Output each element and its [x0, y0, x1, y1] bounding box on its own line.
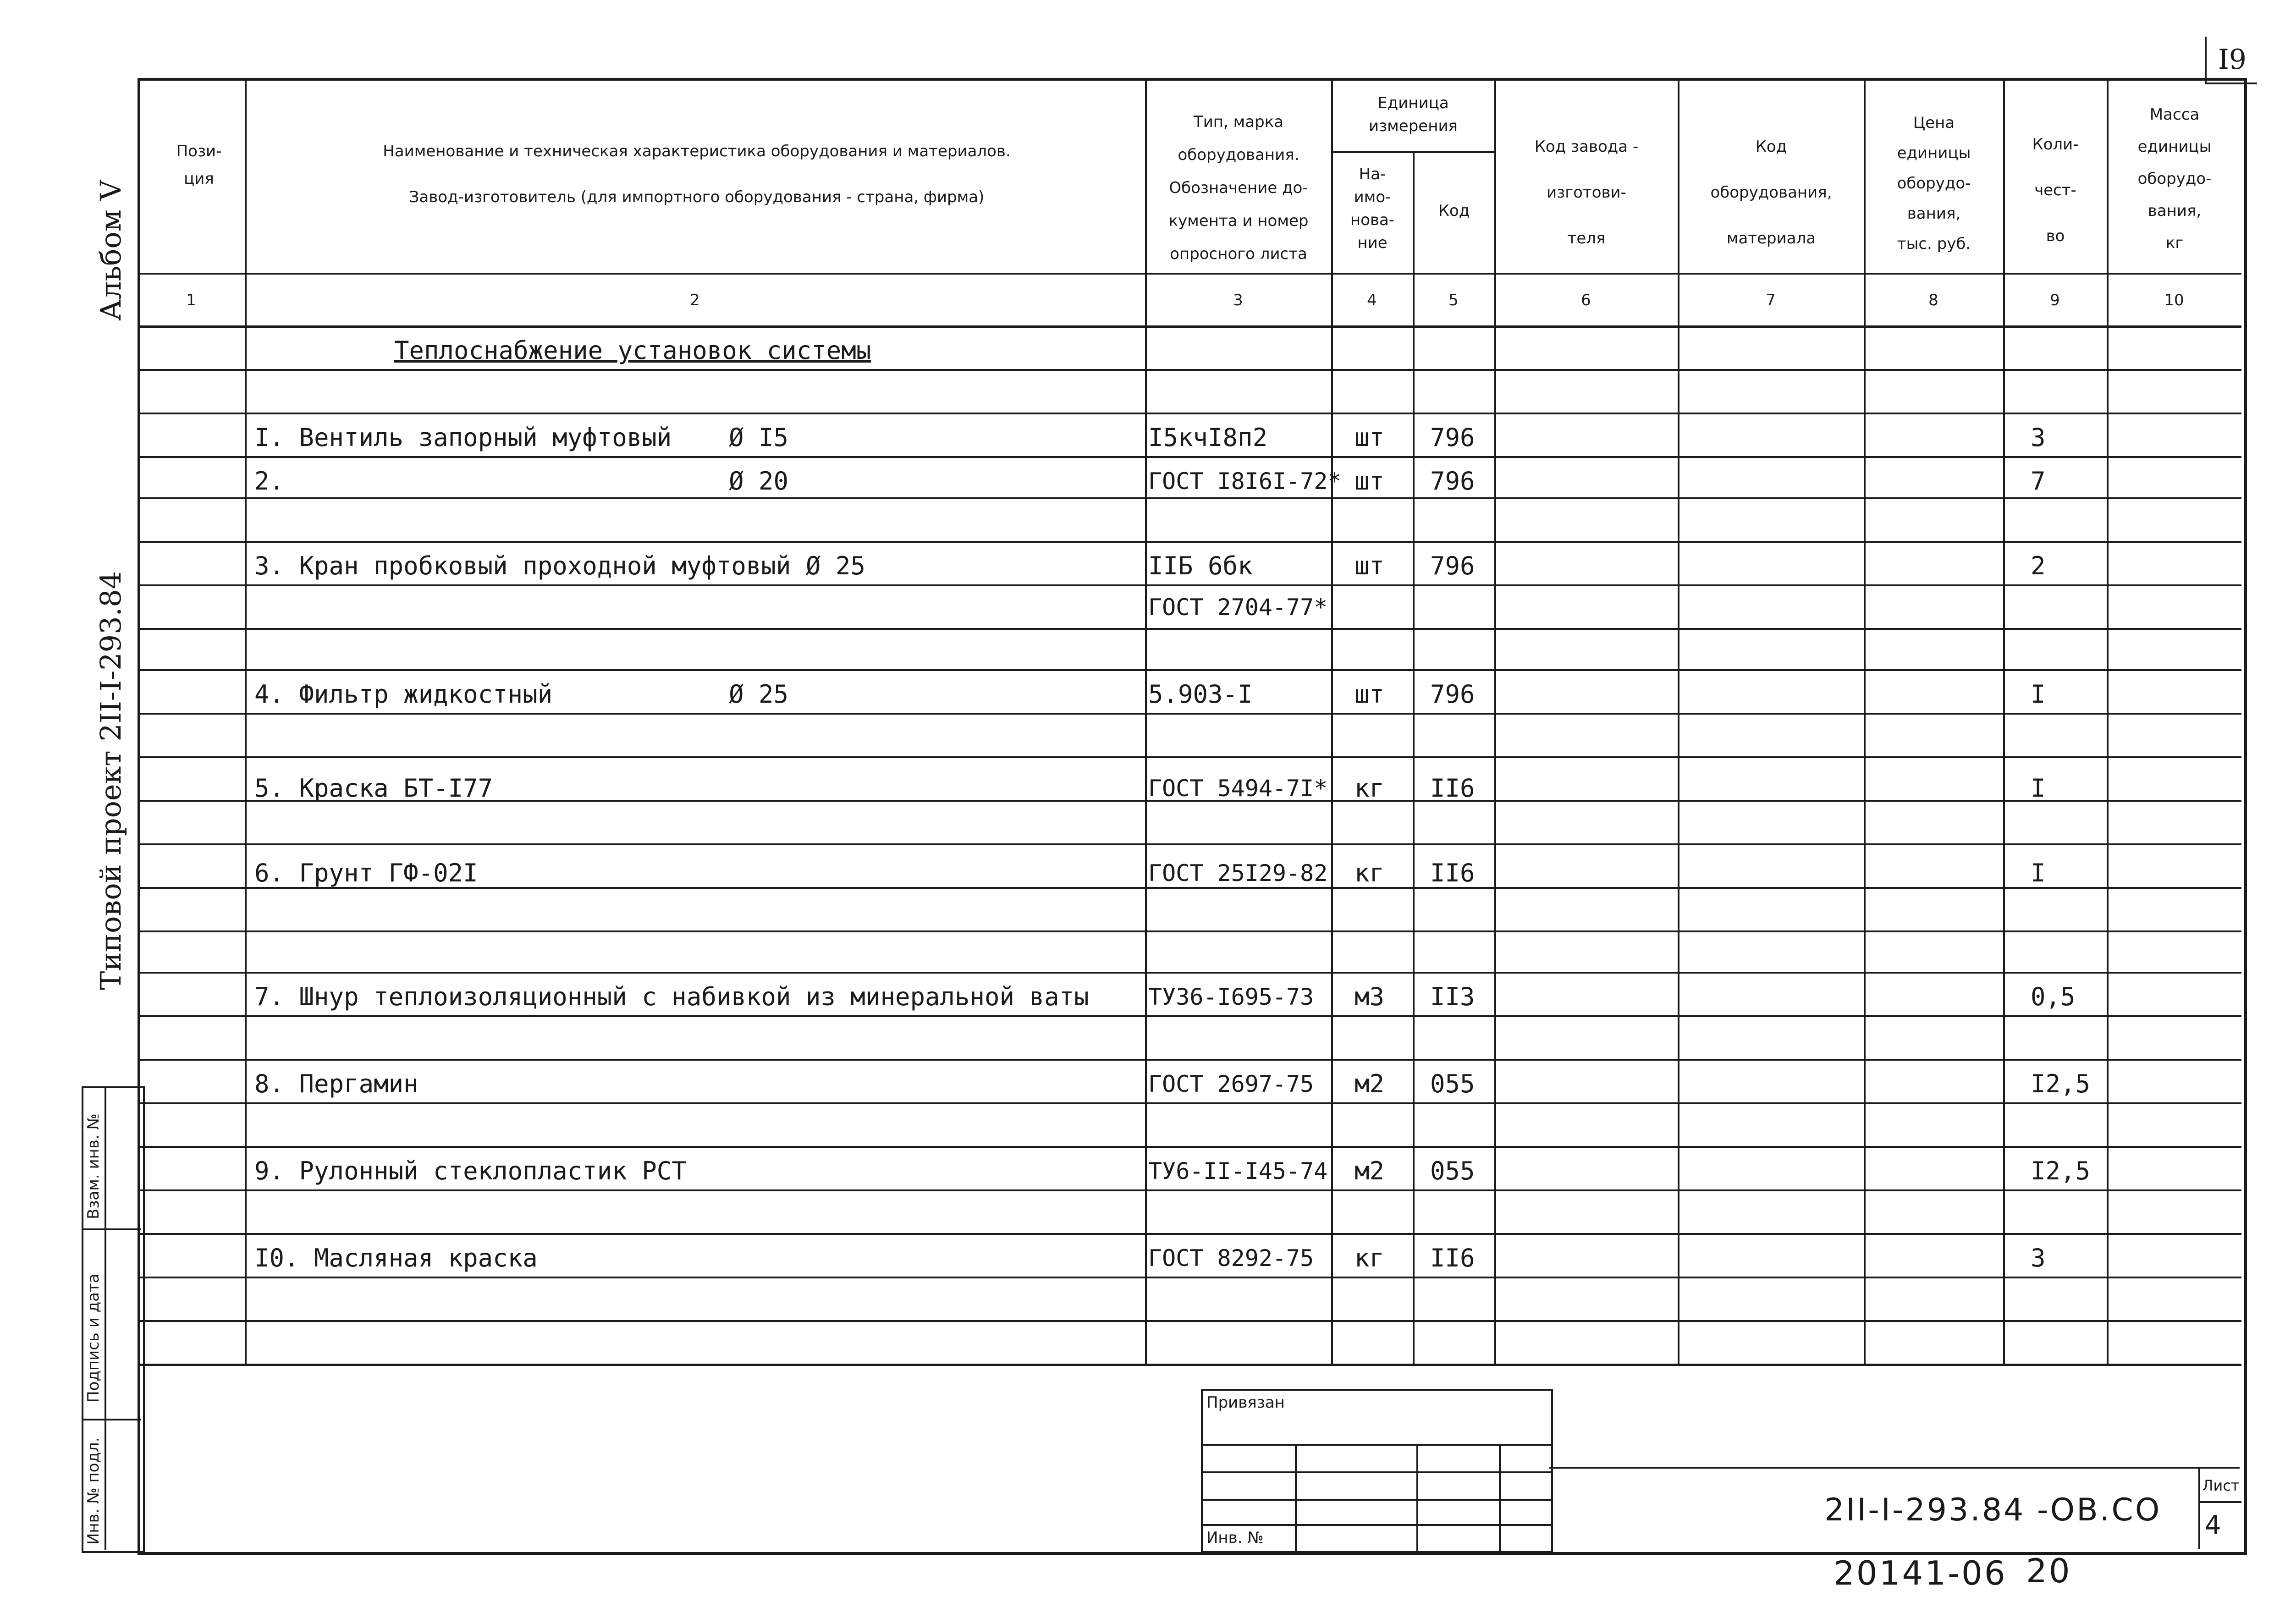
row-name: 8. Пергамин: [254, 1069, 418, 1098]
row-name: 3. Кран пробковый проходной муфтовый Ø 25: [254, 551, 865, 580]
row-line: [138, 1102, 2241, 1104]
row-code: 796: [1430, 680, 1475, 709]
row-quantity: I: [2031, 859, 2046, 887]
side-stamp-divider: [105, 1086, 106, 1550]
attachment-stamp-divider: [1295, 1444, 1297, 1551]
footer-archive-number: 20141-06: [1834, 1554, 2007, 1592]
row-quantity: I: [2031, 774, 2046, 803]
row-quantity: 3: [2031, 423, 2046, 452]
row-line: [138, 456, 2241, 458]
row-quantity: I: [2031, 680, 2046, 709]
title-block-line: [1549, 1467, 2240, 1469]
col-line-5: [1494, 78, 1496, 1366]
col-line-1: [245, 78, 247, 1366]
colnum-bottom-line: [138, 325, 2241, 328]
row-line: [138, 497, 2241, 499]
row-unit: шт: [1354, 680, 1385, 709]
sheet-box-line: [2198, 1501, 2241, 1503]
row-name: 4. Фильтр жидкостный: [254, 680, 553, 709]
row-code: II3: [1430, 982, 1475, 1011]
side-stamp-line-2: [82, 1419, 141, 1420]
header-bottom-line: [138, 273, 2241, 275]
column-number: 8: [1928, 291, 1938, 309]
row-code: II6: [1430, 1244, 1475, 1272]
column-number: 4: [1367, 291, 1377, 309]
row-quantity: 3: [2031, 1244, 2046, 1272]
column-number: 7: [1766, 291, 1776, 309]
table-bottom-line: [138, 1364, 2241, 1366]
header-name: Наименование и техническая характеристика оборудования и материалов. Завод-изготовитель (для импортного оборудования - страна, фирма): [383, 142, 1011, 206]
row-code: II6: [1430, 774, 1475, 803]
row-quantity: I2,5: [2031, 1156, 2091, 1185]
row-unit: шт: [1354, 467, 1385, 495]
album-label: Альбом V: [94, 180, 127, 321]
row-type: ТУ36-I695-73: [1148, 984, 1314, 1010]
row-type: ГОСТ 8292-75: [1148, 1245, 1314, 1272]
row-line: [138, 584, 2241, 586]
column-number: 6: [1581, 291, 1591, 309]
row-name: I0. Масляная краска: [254, 1244, 538, 1272]
row-quantity: 7: [2031, 467, 2046, 495]
header-unit-code: Код: [1438, 202, 1470, 220]
column-number: 5: [1448, 291, 1459, 309]
row-unit: м2: [1354, 1156, 1385, 1185]
row-type: IIБ 6бк: [1148, 551, 1253, 580]
row-line: [138, 843, 2241, 845]
row-line: [138, 972, 2241, 974]
header-equipment-code: Код оборудования, материала: [1710, 138, 1832, 248]
column-number: 1: [186, 291, 196, 309]
sheet-label: Лист: [2202, 1477, 2240, 1494]
row-name: 5. Краска БТ-I77: [254, 774, 493, 803]
row-code: 796: [1430, 423, 1475, 452]
row-quantity: I2,5: [2031, 1069, 2091, 1098]
row-type: ТУ6-II-I45-74: [1148, 1158, 1328, 1184]
inventory-label: Инв. №: [1206, 1529, 1264, 1547]
corner-sheet-number: I9: [2218, 44, 2246, 76]
row-line: [138, 1277, 2241, 1278]
attachment-stamp-divider: [1416, 1444, 1418, 1551]
row-name: 7. Шнур теплоизоляционный с набивкой из минеральной ваты: [254, 982, 1089, 1011]
row-line: [138, 1233, 2241, 1235]
row-type: ГОСТ 2697-75: [1148, 1071, 1314, 1097]
row-name: 9. Рулонный стеклопластик РСТ: [254, 1156, 687, 1185]
column-number: 10: [2164, 291, 2184, 309]
row-unit: м2: [1354, 1069, 1385, 1098]
row-name: 6. Грунт ГФ-02I: [254, 859, 478, 887]
col-line-3: [1331, 78, 1333, 1366]
row-diameter: Ø 20: [729, 467, 789, 495]
row-code: 055: [1430, 1156, 1475, 1185]
row-line: [138, 1059, 2241, 1061]
document-code: 2II-I-293.84 -ОВ.СО: [1824, 1492, 2162, 1528]
row-line: [138, 1146, 2241, 1148]
row-type: ГОСТ I8I6I-72*: [1148, 468, 1342, 495]
sheet-number: 4: [2205, 1510, 2221, 1540]
header-unit-group: Единица измерения: [1368, 94, 1458, 135]
col-line-9: [2107, 78, 2109, 1366]
header-position: Пози- ция: [176, 142, 222, 188]
row-unit: кг: [1354, 859, 1385, 887]
header-mass: Масса единицы оборудо- вания, кг: [2137, 105, 2212, 252]
row-name: 2.: [254, 467, 285, 495]
row-type: I5кчI8п2: [1148, 423, 1268, 452]
row-unit: шт: [1354, 423, 1385, 452]
row-unit: шт: [1354, 551, 1385, 580]
header-type: Тип, марка оборудования. Обозначение до- кумента и номер опросного листа: [1168, 113, 1309, 263]
row-code: 796: [1430, 467, 1475, 495]
col-line-4: [1413, 151, 1415, 1366]
attachment-stamp-divider: [1499, 1444, 1501, 1551]
attachment-label: Привязан: [1206, 1393, 1285, 1412]
row-diameter: Ø 25: [729, 680, 789, 709]
row-diameter: Ø I5: [729, 423, 789, 452]
side-stamp-exchange-inv: Взам. инв. №: [84, 1113, 103, 1219]
row-line: [138, 1320, 2241, 1322]
header-unit-name: На- имо- нова- ние: [1350, 165, 1395, 252]
row-line: [138, 713, 2241, 715]
row-line: [138, 756, 2241, 758]
side-stamp-orig-inv: Инв. № подл.: [84, 1437, 103, 1545]
row-line: [138, 369, 2241, 371]
row-line: [138, 930, 2241, 932]
row-unit: кг: [1354, 774, 1385, 803]
row-line: [138, 628, 2241, 630]
side-stamp-line-1: [82, 1228, 141, 1230]
column-number: 9: [2050, 291, 2060, 309]
row-line: [138, 541, 2241, 543]
row-unit: м3: [1354, 982, 1385, 1011]
row-code: II6: [1430, 859, 1475, 887]
unit-group-line: [1331, 151, 1494, 153]
header-plant-code: Код завода - изготови- теля: [1534, 138, 1639, 248]
col-line-8: [2003, 78, 2005, 1366]
row-line: [138, 413, 2241, 414]
row-line: [138, 1015, 2241, 1017]
row-type: ГОСТ 25I29-82: [1148, 860, 1328, 886]
header-quantity: Коли- чест- во: [2032, 135, 2079, 245]
col-line-7: [1864, 78, 1866, 1366]
header-price: Цена единицы оборудо- вания, тыс. руб.: [1897, 114, 1971, 253]
column-number: 3: [1233, 291, 1243, 309]
row-line: [138, 669, 2241, 671]
row-type: ГОСТ 5494-7I*: [1148, 775, 1328, 802]
row-quantity: 0,5: [2031, 982, 2076, 1011]
column-number: 2: [690, 291, 700, 309]
row-quantity: 2: [2031, 551, 2046, 580]
row-code: 796: [1430, 551, 1475, 580]
project-label: Типовой проект 2II-I-293.84: [94, 571, 127, 990]
col-line-6: [1678, 78, 1679, 1366]
row-unit: кг: [1354, 1244, 1385, 1272]
col-line-2: [1145, 78, 1147, 1366]
row-type: 5.903-I: [1148, 680, 1253, 709]
row-code: 055: [1430, 1069, 1475, 1098]
side-stamp-sign-date: Подпись и дата: [84, 1273, 103, 1403]
row-line: [138, 1189, 2241, 1191]
row-name: I. Вентиль запорный муфтовый: [254, 423, 672, 452]
section-title: Теплоснабжение установок системы: [394, 336, 871, 365]
footer-page-number: 20: [2026, 1552, 2072, 1590]
row-type: ГОСТ 2704-77*: [1148, 594, 1328, 621]
